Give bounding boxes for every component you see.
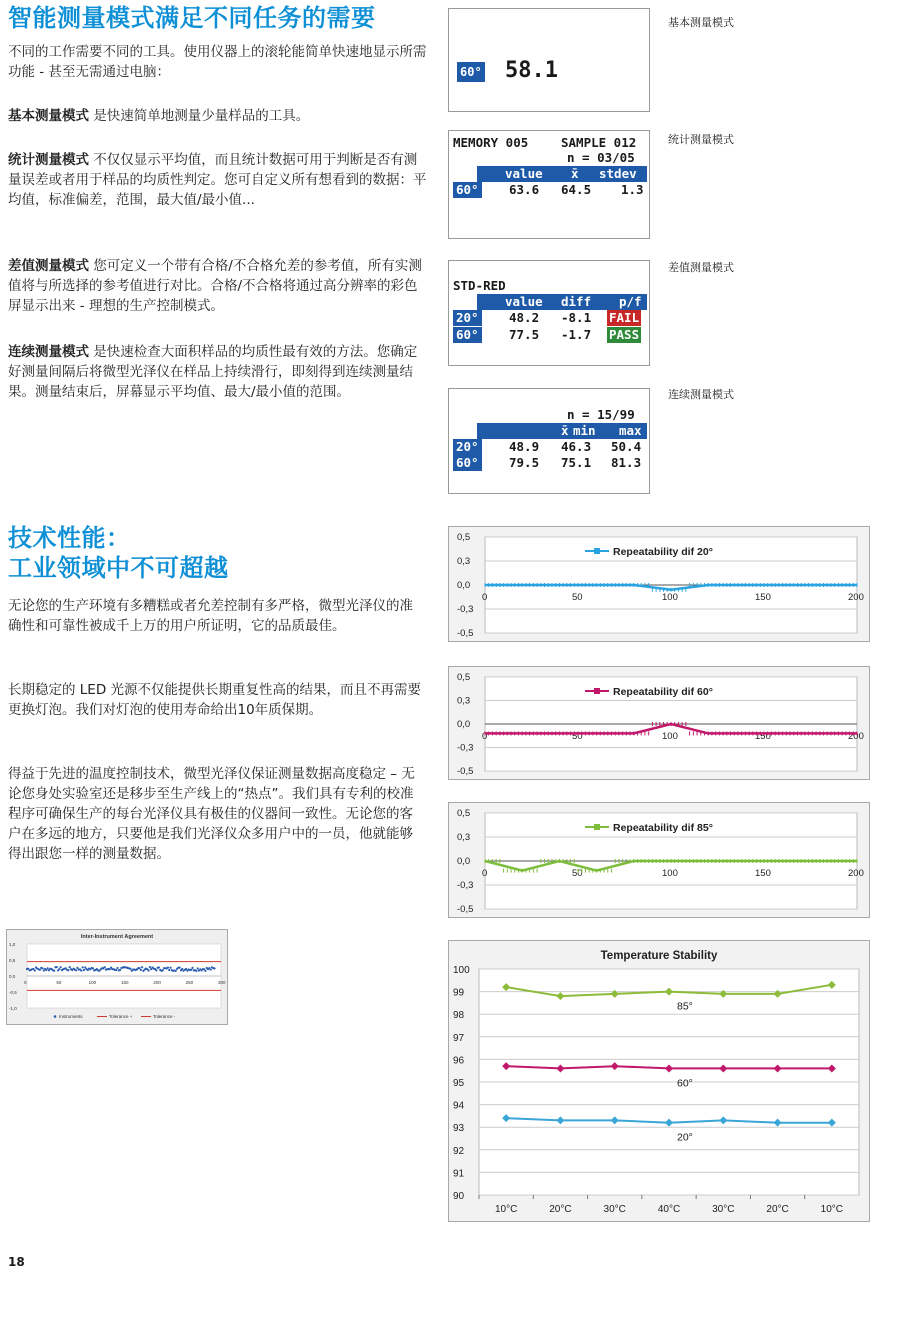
data-point: [197, 967, 199, 969]
basic-mode-text: 是快速简单地测量少量样品的工具。: [89, 108, 310, 124]
y-tick-label: -0,3: [457, 880, 474, 891]
y-tick-label: 0,0: [457, 580, 471, 591]
fail-badge: FAIL: [609, 310, 640, 325]
data-point: [69, 966, 71, 968]
page-number: 18: [8, 1255, 25, 1269]
x-tick-label: 150: [121, 980, 129, 985]
angle-label: 60°: [453, 182, 482, 198]
series-label: 60°: [677, 1077, 693, 1090]
column-min: [573, 423, 596, 439]
data-point: [34, 969, 36, 971]
value-cell: 63.6: [509, 182, 540, 197]
column-value: value: [505, 166, 543, 181]
section2-paragraph-2: 长期稳定的 LED 光源不仅能提供长期重复性高的结果，而且不再需要更换灯泡。我们对灯泡的使用寿命给出10年质保期。: [8, 682, 422, 718]
legend-marker: [594, 688, 600, 694]
data-point: [162, 969, 164, 971]
x-tick-label: 50: [572, 592, 583, 603]
y-tick-label: 98: [453, 1010, 465, 1022]
legend-label: Repeatability dif 20°: [613, 546, 713, 558]
data-point: [169, 967, 171, 969]
column-diff: diff: [561, 294, 592, 309]
diff-mode-term: 差值测量模式: [8, 258, 89, 274]
repeatability-60-chart-svg: [449, 667, 869, 779]
legend-marker: [54, 1015, 57, 1018]
repeatability-20-chart: [448, 526, 870, 642]
data-point: [155, 969, 157, 971]
repeatability-85-chart-svg: [449, 803, 869, 917]
repeatability-20-chart-svg: [449, 527, 869, 641]
sample-label: SAMPLE 012: [561, 135, 637, 150]
data-point: [83, 969, 85, 971]
standard-label: STD-RED: [453, 278, 506, 293]
data-point: [53, 970, 55, 972]
temperature-stability-chart: [448, 940, 870, 1222]
x-tick-label: 150: [755, 868, 771, 879]
inter-instrument-chart: [6, 929, 228, 1025]
section2-paragraph-1: 无论您的生产环境有多糟糕或者允差控制有多严格，微型光泽仪的准确性和可靠性被成千上万的用户所证明，它的品质最佳。: [8, 598, 413, 634]
y-tick-label: 99: [453, 987, 465, 999]
y-tick-label: 94: [453, 1100, 465, 1112]
x-tick-label: 30°C: [603, 1204, 626, 1215]
data-point: [82, 966, 84, 968]
value-cell: 48.2: [509, 310, 540, 325]
data-point: [104, 966, 106, 968]
cont-mode-screen: [448, 388, 650, 494]
y-tick-label: -1,0: [9, 1006, 17, 1011]
y-tick-label: 0,5: [457, 672, 471, 683]
sample-count: n = 03/05: [567, 150, 635, 165]
diff-mode-screen: [448, 260, 650, 366]
angle-label: 60°: [453, 455, 482, 471]
x-tick-label: 50: [56, 980, 62, 985]
data-point: [167, 966, 169, 968]
data-point: [80, 969, 82, 971]
y-tick-label: 0,0: [457, 856, 471, 867]
data-point: [191, 967, 193, 969]
x-tick-label: 0: [482, 868, 488, 879]
x-tick-label: 40°C: [657, 1204, 681, 1215]
legend-label: Tolerance +: [109, 1014, 133, 1019]
chart-title: Inter-Instrument Agreement: [80, 934, 154, 940]
y-tick-label: 1,0: [9, 942, 16, 947]
basic-mode-caption: 基本测量模式: [668, 16, 734, 29]
cont-mode-caption: 连续测量模式: [668, 388, 734, 401]
inter-instrument-chart-svg: [7, 930, 227, 1024]
x-tick-label: 300: [218, 980, 226, 985]
stat-mode-term: 统计测量模式: [8, 152, 89, 168]
column-min-label: min: [573, 423, 596, 438]
legend-label: Repeatability dif 85°: [613, 822, 713, 834]
min-cell: 75.1: [561, 455, 592, 470]
repeatability-85-chart: [448, 802, 870, 918]
column-mean: x̄: [571, 166, 579, 181]
data-point: [129, 968, 131, 970]
y-tick-label: 97: [453, 1032, 465, 1044]
section2-title-line2: 工业领域中不可超越: [8, 554, 229, 582]
x-tick-label: 30°C: [712, 1204, 735, 1215]
y-tick-label: 0,5: [9, 958, 16, 963]
section1-intro: 不同的工作需要不同的工具。使用仪器上的滚轮能简单快速地显示所需功能 - 甚至无需通过电脑：: [8, 44, 427, 80]
value-cell: 77.5: [509, 327, 540, 342]
repeatability-60-chart: [448, 666, 870, 780]
data-point: [138, 967, 140, 969]
stat-mode-paragraph: [8, 150, 430, 210]
chart-title: Temperature Stability: [600, 950, 718, 962]
stat-mode-text: 不仅仅显示平均值，而且统计数据可用于判断是否有测量误差或者用于样品的均质性判定。您可自定义所有想看到的数据：平均值，标准偏差，范围，最大值/最小值...: [8, 152, 427, 208]
x-tick-label: 100: [662, 731, 678, 742]
y-tick-label: -0,3: [457, 604, 474, 615]
data-point: [92, 967, 94, 969]
x-tick-label: 20°C: [549, 1204, 572, 1215]
basic-mode-paragraph: [8, 106, 428, 126]
x-tick-label: 250: [185, 980, 194, 985]
y-tick-label: -0,5: [457, 628, 474, 639]
data-point: [190, 969, 192, 971]
data-point: [158, 966, 160, 968]
y-tick-label: 0,3: [457, 832, 471, 843]
section1-title: 智能测量模式满足不同任务的需要: [8, 4, 376, 32]
data-point: [67, 969, 69, 971]
angle-label: 60°: [453, 327, 482, 343]
legend-label: Tolerance -: [153, 1014, 176, 1019]
x-tick-label: 150: [755, 592, 771, 603]
cont-mode-paragraph: [8, 342, 430, 402]
data-point: [195, 970, 197, 972]
angle-label: 20°: [453, 310, 482, 326]
data-point: [179, 967, 181, 969]
max-cell: 81.3: [611, 455, 642, 470]
mean-cell: 79.5: [509, 455, 540, 470]
y-tick-label: -0,3: [457, 742, 474, 754]
data-point: [213, 967, 215, 969]
y-tick-label: 91: [453, 1168, 465, 1180]
x-tick-label: 200: [848, 592, 864, 603]
series-label: 20°: [677, 1131, 693, 1144]
column-mean: x̄: [561, 423, 569, 438]
x-tick-label: 50: [572, 868, 583, 879]
data-point: [75, 969, 77, 971]
x-tick-label: 100: [88, 980, 97, 985]
data-point: [47, 967, 49, 969]
y-tick-label: -0,5: [457, 766, 474, 777]
mean-cell: 48.9: [509, 439, 540, 454]
data-point: [149, 966, 151, 968]
data-point: [175, 970, 177, 972]
column-max: max: [619, 423, 642, 438]
measurement-value: 58.1: [505, 58, 558, 83]
data-point: [168, 969, 170, 971]
data-point: [39, 969, 41, 971]
sample-count: n = 15/99: [567, 407, 635, 422]
column-stdev: stdev: [599, 166, 637, 181]
data-point: [41, 967, 43, 969]
y-tick-label: 0,5: [457, 532, 471, 543]
x-tick-label: 200: [153, 980, 161, 985]
angle-label: 60°: [457, 62, 485, 82]
data-point: [119, 969, 121, 971]
y-tick-label: 0,0: [9, 974, 16, 979]
legend-label: Instruments: [59, 1014, 83, 1019]
x-tick-label: 100: [662, 592, 678, 603]
min-cell: 46.3: [561, 439, 592, 454]
y-tick-label: -0,5: [9, 990, 17, 995]
diff-cell: -1.7: [561, 327, 592, 342]
data-point: [147, 969, 149, 971]
data-point: [116, 967, 118, 969]
x-tick-label: 50: [572, 731, 583, 742]
y-tick-label: 92: [453, 1145, 465, 1157]
y-tick-label: 90: [453, 1191, 465, 1202]
legend-marker: [594, 824, 600, 830]
legend-marker: [594, 548, 600, 554]
x-tick-label: 0: [24, 980, 27, 985]
x-tick-label: 10°C: [494, 1204, 518, 1215]
data-point: [140, 969, 142, 971]
series-label: 85°: [677, 1000, 693, 1013]
diff-mode-caption: 差值测量模式: [668, 261, 734, 274]
section2-title-line1: 技术性能：: [8, 524, 131, 552]
column-value: value: [505, 294, 543, 309]
x-tick-label: 20°C: [766, 1204, 789, 1215]
cont-mode-text: 是快速检查大面积样品的均质性最有效的方法。您确定好测量间隔后将微型光泽仪在样品上持续滑行，即刻得到连续测量结果。测量结束后，屏幕显示平均值、最大/最小值的范围。: [8, 344, 418, 400]
data-point: [60, 966, 62, 968]
temperature-stability-chart-svg: [449, 941, 869, 1221]
legend-label: Repeatability dif 60°: [613, 686, 713, 698]
diff-mode-paragraph: [8, 256, 430, 316]
data-point: [210, 968, 212, 970]
y-tick-label: 0,3: [457, 695, 471, 707]
x-tick-label: 100: [662, 868, 678, 879]
x-tick-label: 0: [482, 731, 488, 742]
y-tick-label: -0,5: [457, 904, 474, 915]
data-point: [56, 966, 58, 968]
angle-label: 20°: [453, 439, 482, 455]
data-point: [204, 970, 206, 972]
stdev-cell: 1.3: [621, 182, 644, 197]
y-tick-label: 95: [453, 1078, 465, 1089]
data-point: [58, 968, 60, 970]
x-tick-label: 200: [848, 731, 864, 742]
max-cell: 50.4: [611, 439, 642, 454]
stat-mode-screen: [448, 130, 650, 239]
diff-cell: -8.1: [561, 310, 592, 325]
data-point: [141, 966, 143, 968]
column-pass-fail: p/f: [619, 294, 642, 309]
diff-mode-text: 您可定义一个带有合格/不合格允差的参考值，所有实测值将与所选择的参考值进行对比。合格/不合格将通过高分辨率的彩色屏显示出来 - 理想的生产控制模式。: [8, 258, 422, 314]
basic-mode-screen: [448, 8, 650, 112]
mean-cell: 64.5: [561, 182, 592, 197]
pass-badge: PASS: [609, 327, 640, 342]
stat-mode-caption: 统计测量模式: [668, 133, 734, 146]
x-tick-label: 200: [848, 868, 864, 879]
y-tick-label: 0,5: [457, 808, 471, 819]
y-tick-label: 0,3: [457, 556, 471, 567]
y-tick-label: 93: [453, 1123, 465, 1135]
y-tick-label: 96: [453, 1055, 465, 1067]
x-tick-label: 0: [482, 592, 488, 603]
cont-mode-term: 连续测量模式: [8, 344, 89, 360]
x-tick-label: 150: [755, 731, 771, 742]
data-point: [115, 969, 117, 971]
basic-mode-term: 基本测量模式: [8, 108, 89, 124]
y-tick-label: 100: [453, 965, 470, 976]
y-tick-label: 0,0: [457, 719, 471, 730]
memory-label: MEMORY 005: [453, 135, 529, 150]
x-tick-label: 10°C: [820, 1204, 844, 1215]
section2-paragraph-3: 得益于先进的温度控制技术，微型光泽仪保证测量数据高度稳定 – 无论您身处实验室还是移步至生产线上的“热点”。我们具有专利的校准程序可确保生产的每台光泽仪具有极佳的仪器间一致性。无论您的客户在多远的地方，只要他是我们光泽仪众多用户中的一员，他就能够得出跟您一样的测量数据。: [8, 766, 415, 862]
